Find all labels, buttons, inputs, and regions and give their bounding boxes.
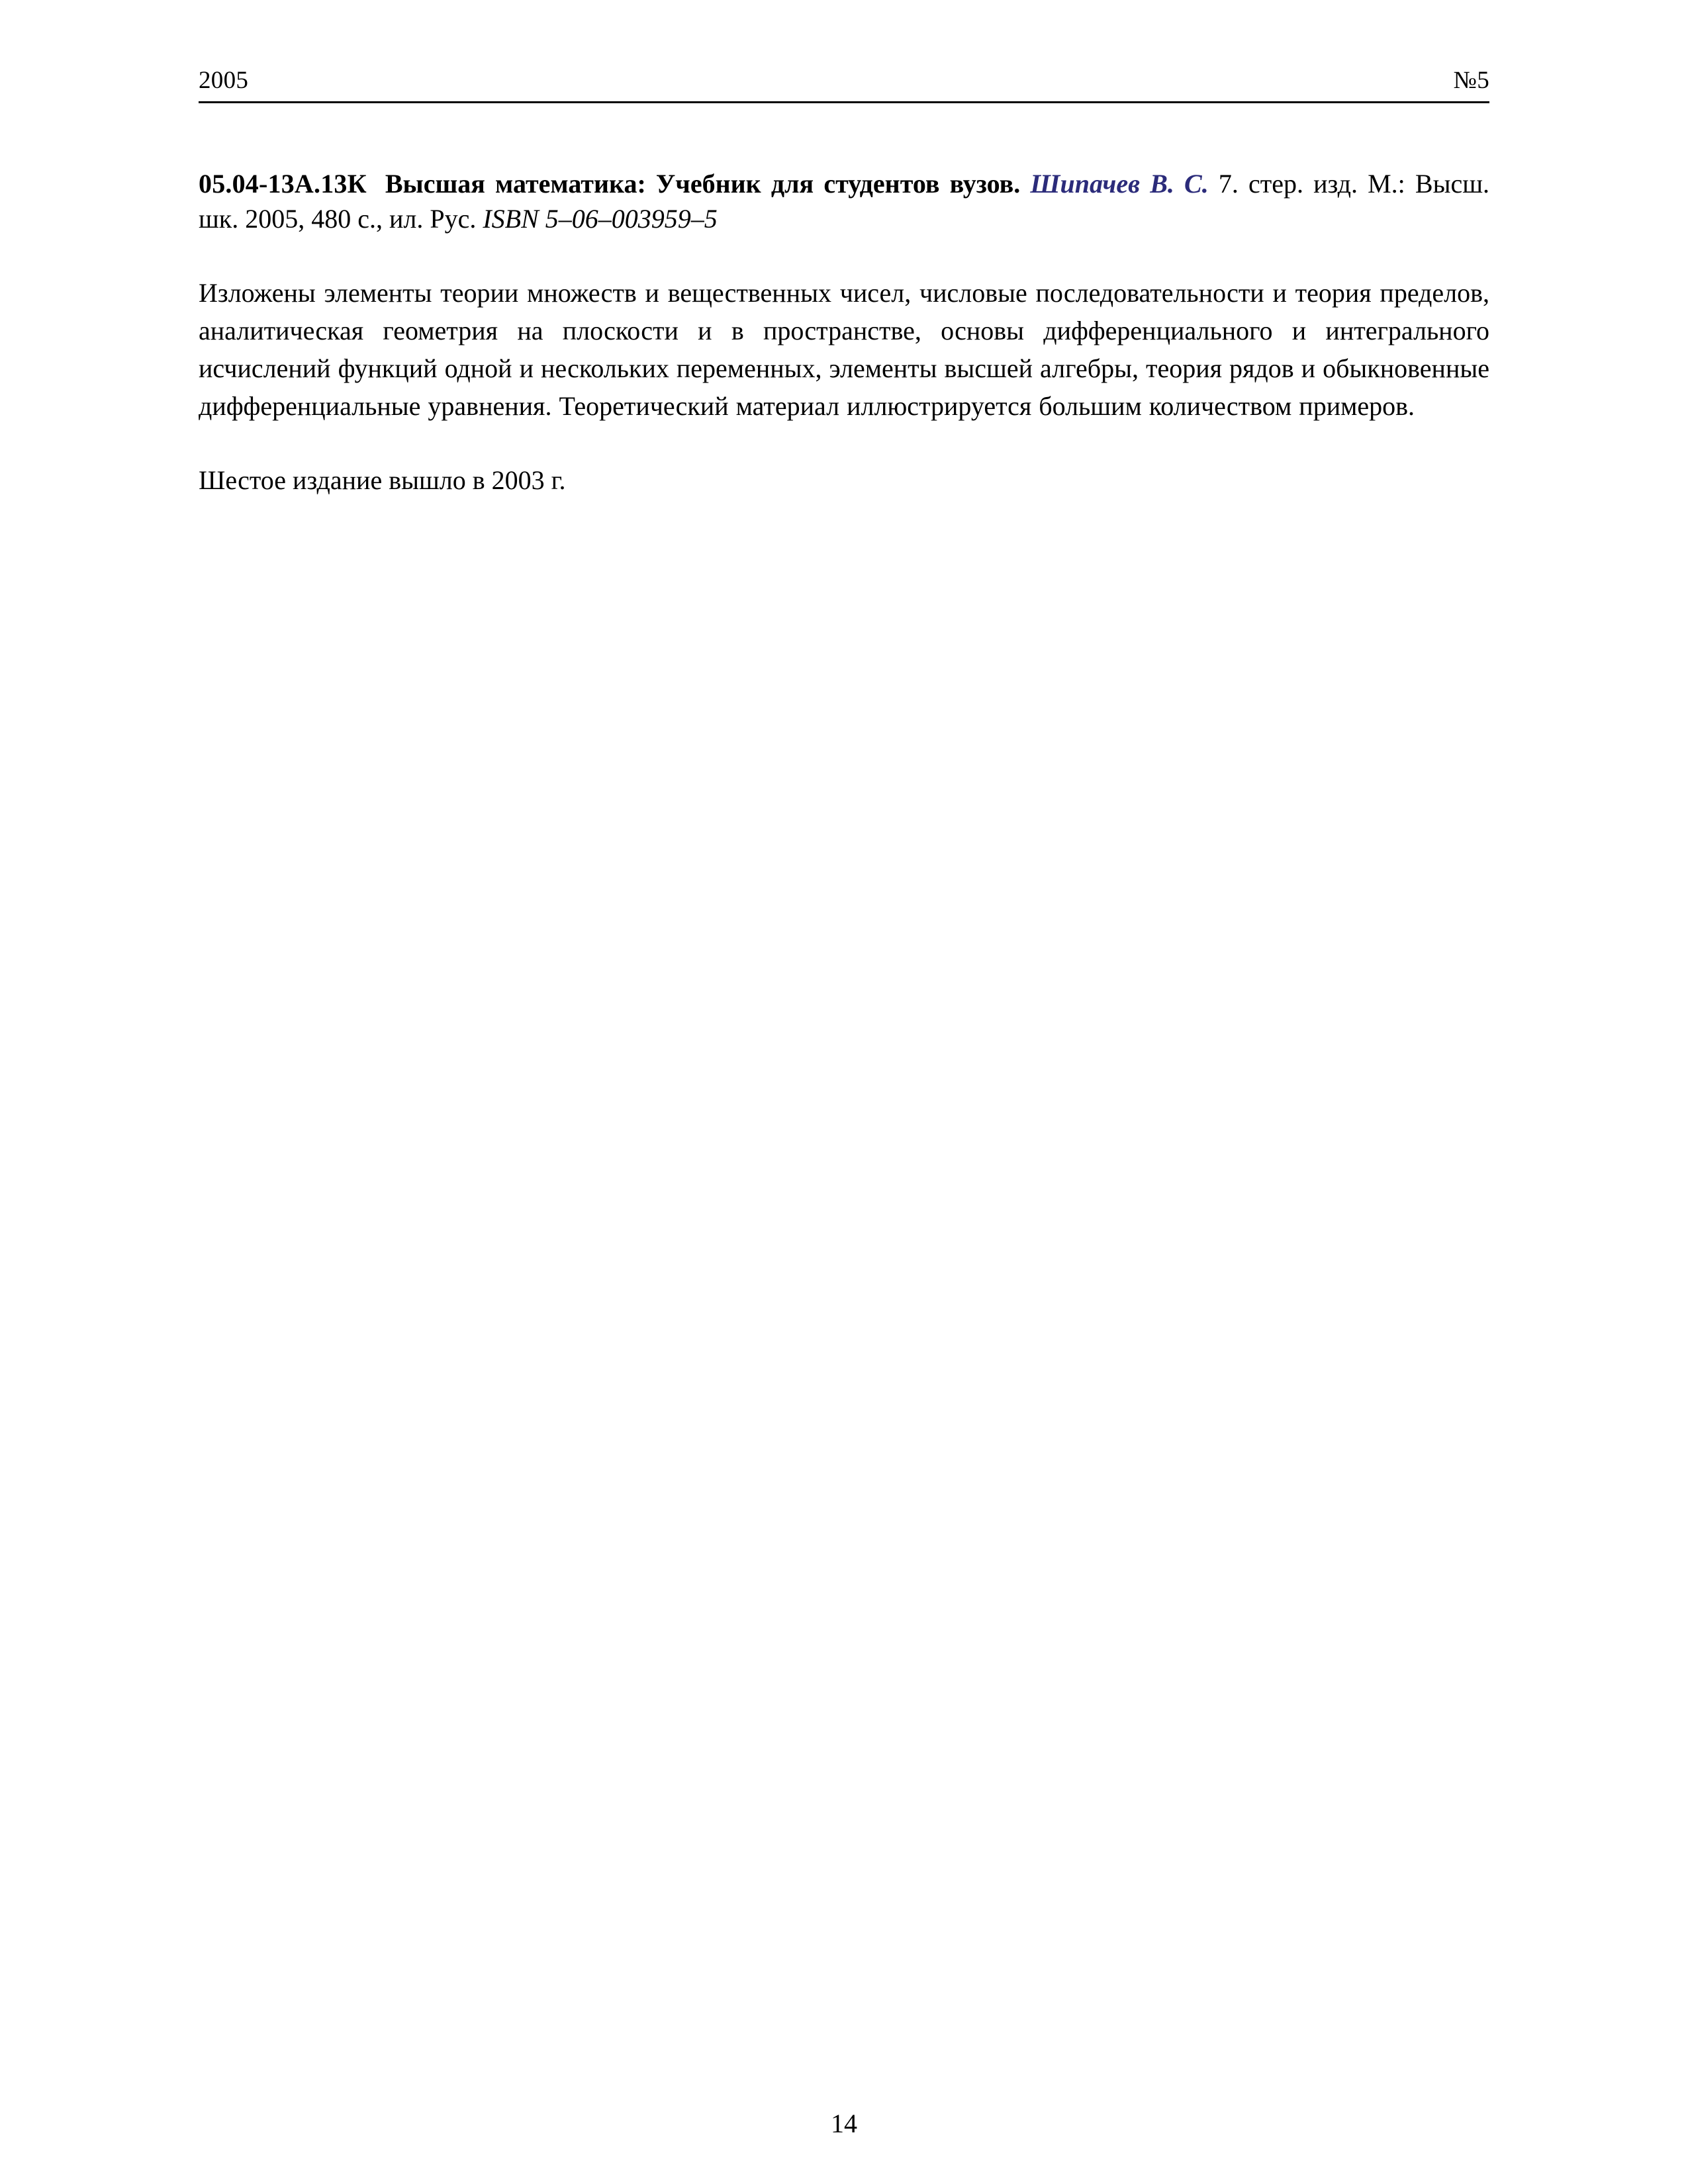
page-content <box>199 66 1489 499</box>
entry-isbn: ISBN 5–06–003959–5 <box>483 204 718 234</box>
header-year: 2005 <box>199 67 249 94</box>
entry-note: Шестое издание вышло в 2003 г. <box>199 465 566 495</box>
page-number: 14 <box>831 2109 857 2138</box>
bibliographic-entry <box>199 166 1489 236</box>
entry-author: Шипачев В. С. <box>1030 169 1209 199</box>
page-footer <box>0 2108 1688 2139</box>
entry-code: 05.04-13А.13К <box>199 169 367 199</box>
header-issue: №5 <box>1453 67 1489 94</box>
page-header <box>199 66 1489 103</box>
entry-imprint: 7. стер. изд. М.: Высш. шк. 2005, 480 с., ил. Рус. <box>199 169 1490 234</box>
entry-abstract: Изложены элементы теории множеств и вещественных чисел, числовые последовательности и теория пределов, аналитическая геометрия на плоскости и в пространстве, основы дифференциального и интегрального исчислений функций одной и нескольких переменных, элементы высшей алгебры, теория рядов и обыкновенные дифференциальные уравнения. Теоретический материал иллюстрируется большим количеством примеров. <box>199 278 1489 421</box>
entry-title: Высшая математика: Учебник для студентов вузов. <box>385 169 1021 199</box>
